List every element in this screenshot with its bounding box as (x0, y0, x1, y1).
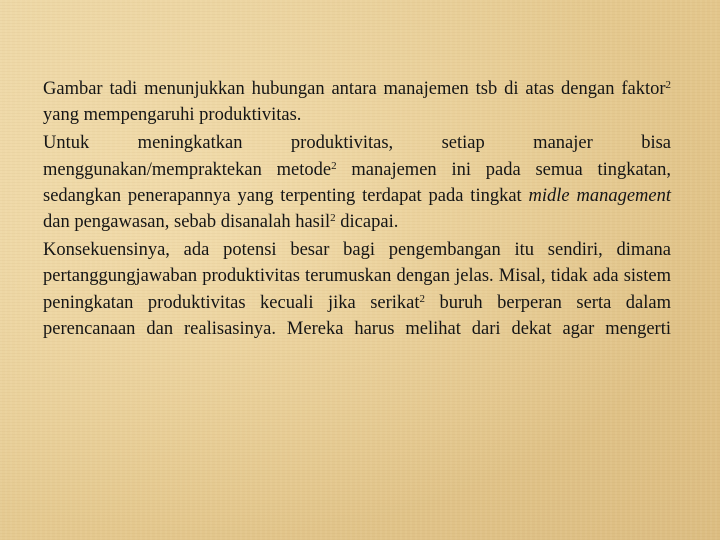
paragraph-1 (43, 76, 671, 128)
italic-term: midle management (528, 185, 672, 206)
superscript: 2 (331, 159, 337, 172)
text-segment: dicapai. (335, 212, 399, 233)
paragraph-2 (43, 130, 671, 235)
text-segment: yang mempengaruhi produktivitas. (43, 105, 302, 126)
text-segment: Gambar tadi menunjukkan hubungan antara manajemen tsb di atas dengan faktor (43, 79, 666, 99)
text-segment: Untuk meningkatkan produktivitas, setiap manajer bisa menggunakan/mempraktekan metode (43, 133, 671, 180)
superscript: 2 (665, 79, 671, 91)
text-segment: dan pengawasan, sebab disanalah hasil (43, 212, 331, 233)
paragraph-3 (43, 237, 671, 342)
text-segment: buruh berperan serta dalam perencanaan dan realisasinya. Mereka harus melihat dari dekat agar mengerti (43, 292, 671, 339)
superscript: 2 (419, 292, 426, 305)
body-text (43, 76, 671, 344)
superscript: 2 (330, 212, 336, 225)
text-segment: Konsekuensinya, ada potensi besar bagi pengembangan itu sendiri, dimana pertanggungjawaban produktivitas terumuskan dengan jelas. Misal, tidak ada sistem peningkatan produktivitas kecuali jika serikat (43, 240, 671, 313)
text-segment: manajemen ini pada semua tingkatan, sedangkan penerapannya yang terpenting terdapat pada tingkat (43, 159, 671, 206)
